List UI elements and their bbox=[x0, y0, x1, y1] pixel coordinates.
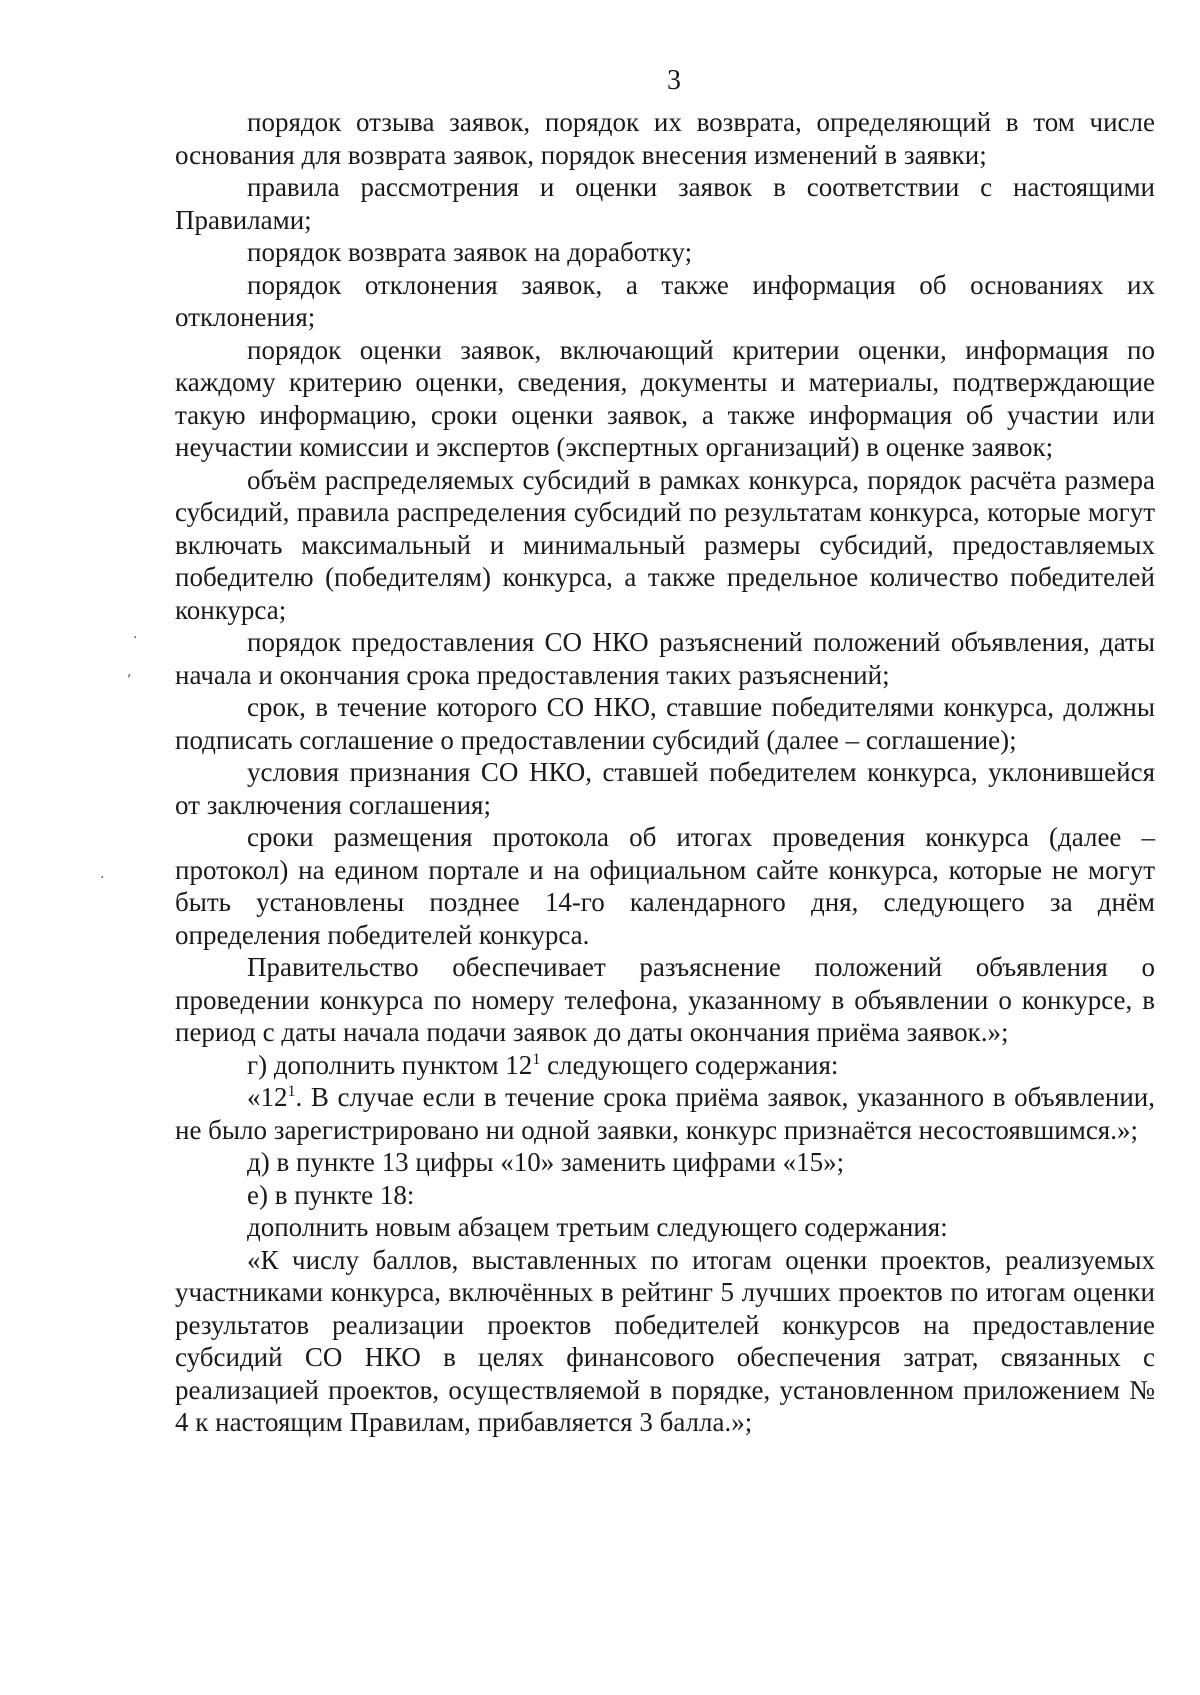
paragraph: объём распределяемых субсидий в рамках конкурса, порядок расчёта размера субсидий, правила распределения субсидий по результатам конкурса, которые могут включать максимальный и минимальный размеры субсидий, предоставляемых победителю (победителям) конкурса, а также предельное количество победителей конкурса; bbox=[175, 464, 1155, 625]
amendment-text: г) дополнить пунктом 12 bbox=[247, 1049, 533, 1080]
scan-speck: · bbox=[133, 630, 138, 646]
paragraph: дополнить новым абзацем третьим следующего содержания: bbox=[247, 1212, 948, 1242]
paragraph: срок, в течение которого СО НКО, ставшие победителями конкурса, должны подписать соглашение о предоставлении субсидий (далее – соглашение); bbox=[175, 692, 1155, 755]
paragraph: порядок отзыва заявок, порядок их возврата, определяющий в том числе основания для возврата заявок, порядок внесения изменений в заявки; bbox=[175, 107, 1155, 170]
clause-text: «12 bbox=[247, 1082, 288, 1112]
amendment-item-g bbox=[175, 1049, 1155, 1082]
superscript: 1 bbox=[287, 1083, 296, 1100]
superscript: 1 bbox=[532, 1050, 541, 1068]
paragraph: «К числу баллов, выставленных по итогам оценки проектов, реализуемых участниками конкурса, включённых в рейтинг 5 лучших проектов по итогам оценки результатов реализации проектов победителей конкурсов на предоставление субсидий СО НКО в целях финансового обеспечения затрат, связанных с реализацией проектов, осуществляемой в порядке, установленном приложением № 4 к настоящим Правилам, прибавляется 3 балла.»; bbox=[175, 1244, 1155, 1437]
scan-speck: · bbox=[100, 870, 105, 886]
scan-speck: , bbox=[127, 664, 132, 680]
paragraph: д) в пункте 13 цифры «10» заменить цифрами «15»; bbox=[247, 1147, 845, 1177]
paragraph: Правительство обеспечивает разъяснение положений объявления о проведении конкурса по номеру телефона, указанному в объявлении о конкурсе, в период с даты начала подачи заявок до даты окончания приёма заявок.»; bbox=[175, 952, 1155, 1047]
clause-12-1 bbox=[175, 1081, 1155, 1146]
amendment-text: следующего содержания: bbox=[540, 1049, 839, 1080]
paragraph: условия признания СО НКО, ставшей победителем конкурса, уклонившейся от заключения соглашения; bbox=[175, 757, 1155, 820]
page-number: 3 bbox=[667, 65, 681, 96]
clause-text: . В случае если в течение срока приёма заявок, указанного в объявлении, не было зарегистрировано ни одной заявки, конкурс признаётся несостоявшимся.»; bbox=[175, 1082, 1155, 1145]
paragraph: порядок возврата заявок на доработку; bbox=[247, 237, 693, 267]
paragraph: сроки размещения протокола об итогах проведения конкурса (далее – протокол) на едином портале и на официальном сайте конкурса, которые не могут быть установлены позднее 14-го календарного дня, следующего за днём определения победителей конкурса. bbox=[175, 822, 1155, 950]
paragraph: правила рассмотрения и оценки заявок в соответствии с настоящими Правилами; bbox=[175, 172, 1155, 235]
paragraph: порядок отклонения заявок, а также информация об основаниях их отклонения; bbox=[175, 269, 1155, 332]
paragraph: е) в пункте 18: bbox=[247, 1179, 415, 1210]
paragraph: порядок оценки заявок, включающий критерии оценки, информация по каждому критерию оценки, сведения, документы и материалы, подтверждающие такую информацию, сроки оценки заявок, а также информация об участии или неучастии комиссии и экспертов (экспертных организаций) в оценке заявок; bbox=[175, 334, 1155, 462]
paragraph: порядок предоставления СО НКО разъяснений положений объявления, даты начала и окончания срока предоставления таких разъяснений; bbox=[175, 627, 1155, 690]
document-page bbox=[175, 58, 1155, 1439]
